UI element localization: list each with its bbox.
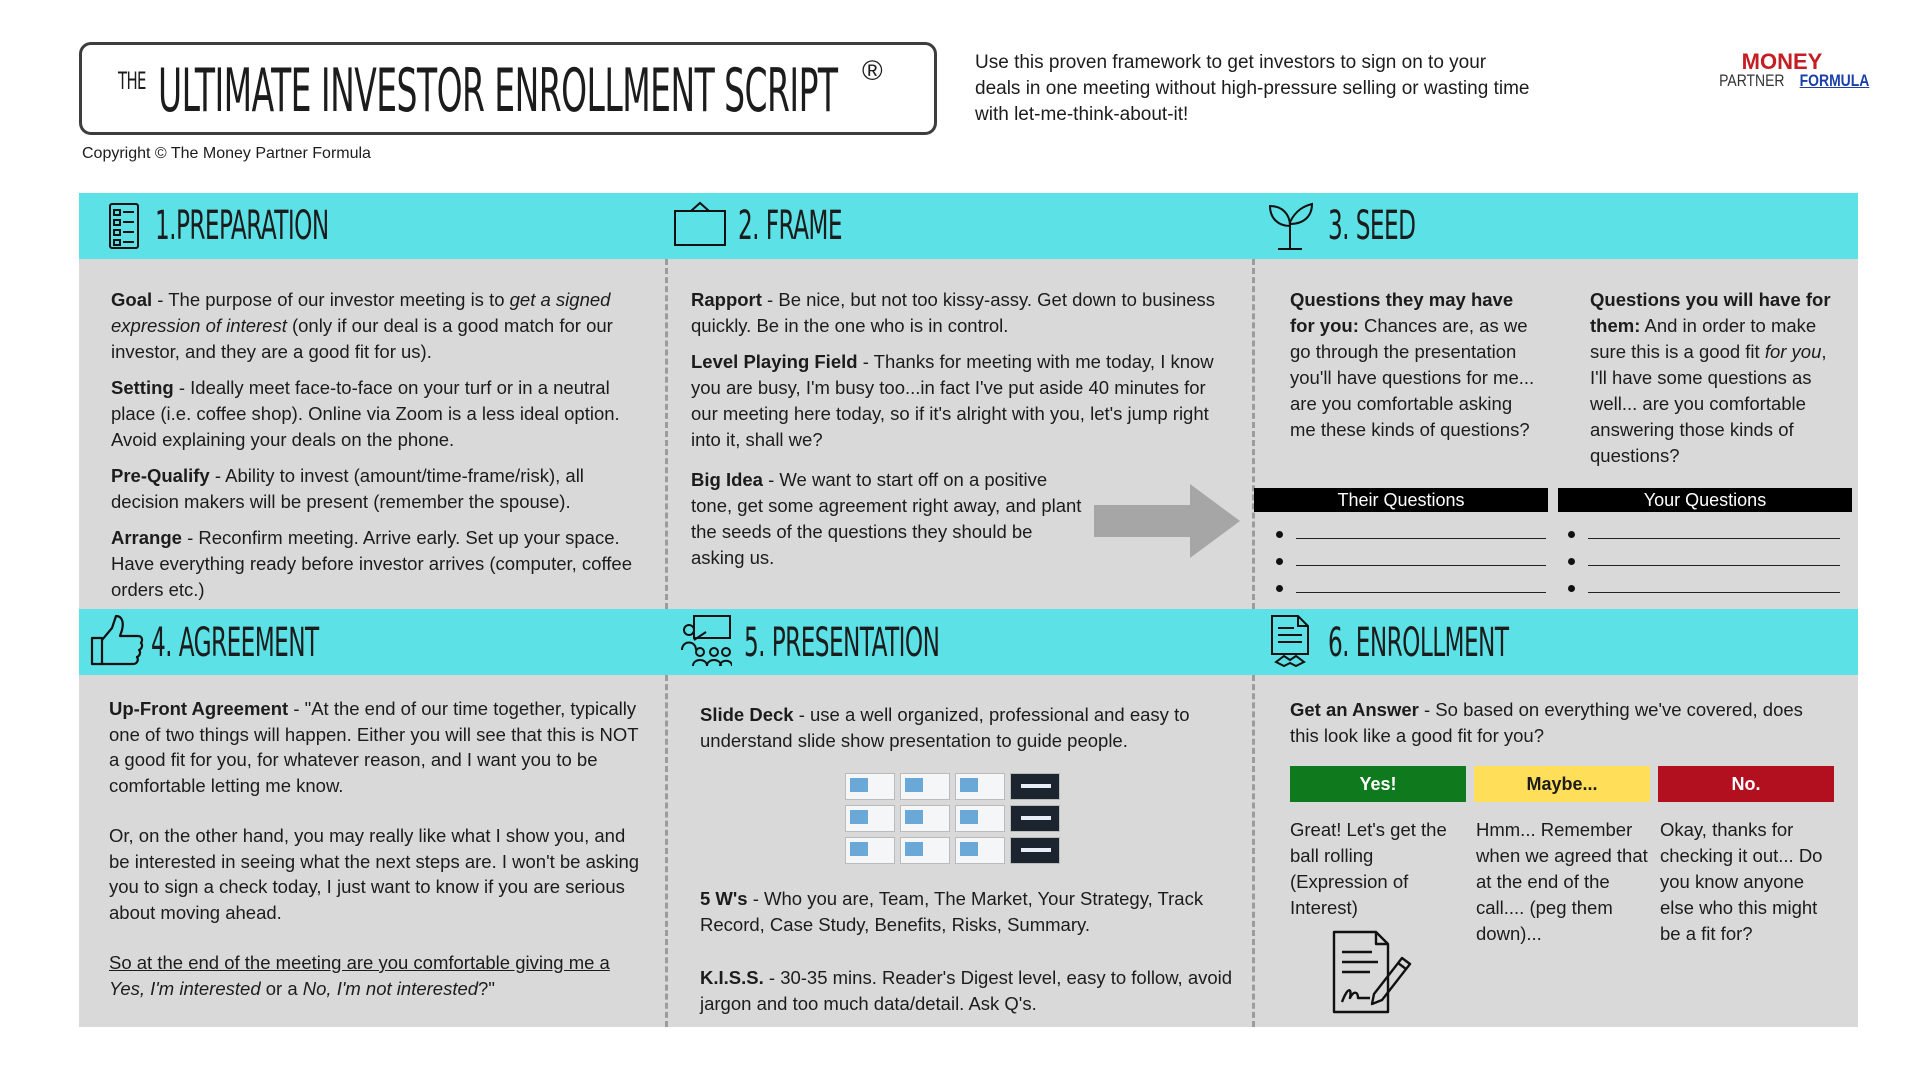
divider [1252, 675, 1255, 1027]
logo [1712, 49, 1870, 90]
slide-thumbnail [955, 805, 1005, 832]
rapport-text: - Be nice, but not too kissy-assy. Get down to business quickly. Be in the one who is in control. [691, 289, 1216, 336]
your-questions-text: And in order to make sure this is a good fit [1590, 315, 1817, 362]
slide-deck-label: Slide Deck [700, 704, 794, 725]
their-questions-text: Chances are, as we go through the presentation you'll have questions for me... are you comfortable asking me these kinds of questions? [1290, 315, 1535, 440]
logo-bottom [1712, 71, 1870, 90]
arrange-text: - Reconfirm meeting. Arrive early. Set up your space. Have everything ready before investor arrives (computer, coffee orders etc.) [111, 527, 632, 600]
question-line[interactable] [1276, 522, 1546, 549]
goal-text: - The purpose of our investor meeting is to [152, 289, 510, 310]
slide-thumbnail [1010, 805, 1060, 832]
section-title-seed: 3. SEED [1328, 203, 1416, 249]
divider [665, 675, 668, 1027]
level-field-label: Level Playing Field [691, 351, 858, 372]
their-questions-list [1276, 522, 1546, 603]
section-title-frame: 2. FRAME [738, 203, 842, 249]
five-ws-label: 5 W's [700, 888, 748, 909]
question-line[interactable] [1568, 549, 1840, 576]
yes-response: Great! Let's get the ball rolling (Expression of Interest) [1290, 819, 1447, 918]
agreement-para2: Or, on the other hand, you may really like what I show you, and be interested in seeing what the next steps are. I won't be asking you to sign a check today, I just want to know if you are serious about moving ahead. [109, 825, 640, 923]
title-the: THE [118, 67, 146, 95]
page-title: ULTIMATE INVESTOR ENROLLMENT SCRIPT [158, 56, 838, 126]
kiss-text: - 30-35 mins. Reader's Digest level, easy to follow, avoid jargon and too much data/detail. Ask Q's. [700, 967, 1233, 1014]
slide-thumbnail [845, 773, 895, 800]
slide-thumbnail [900, 773, 950, 800]
intro-text: Use this proven framework to get investors to sign on to your deals in one meeting without high-pressure selling or wasting time with let-me-think-about-it! [975, 52, 1530, 125]
slide-thumbnail [900, 837, 950, 864]
maybe-response: Hmm... Remember when we agreed that at the end of the call.... (peg them down)... [1476, 819, 1648, 944]
slide-thumbnail [955, 773, 1005, 800]
no-button[interactable]: No. [1658, 766, 1834, 802]
setting-label: Setting [111, 377, 174, 398]
your-questions-list [1568, 522, 1840, 603]
your-questions-bar: Your Questions [1558, 488, 1852, 512]
your-questions-italic: for you [1764, 341, 1822, 362]
yes-button[interactable]: Yes! [1290, 766, 1466, 802]
their-questions-heading: Questions they may have for you: [1290, 289, 1514, 336]
your-questions-text-end: , I'll have some questions as well... are you comfortable answering those kinds of questions? [1590, 341, 1827, 466]
get-answer-text: - So based on everything we've covered, does this look like a good fit for you? [1290, 699, 1803, 746]
registered-mark: ® [862, 55, 883, 86]
agreement-or: or a [260, 977, 303, 999]
slide-thumbnail [900, 805, 950, 832]
get-answer [1290, 697, 1835, 759]
section-title-agreement: 4. AGREEMENT [151, 620, 319, 666]
slide-thumbnail [845, 837, 895, 864]
contract-handshake-icon [1270, 614, 1310, 673]
level-field-text: - Thanks for meeting with me today, I know you are busy, I'm busy too...in fact I've put aside 40 minutes for our meeting here today, so if it's alright with you, let's jump right into it, shall we? [691, 351, 1214, 450]
kiss-label: K.I.S.S. [700, 967, 764, 988]
slide-thumbnail [1010, 773, 1060, 800]
agreement-question: So at the end of the meeting are you comfortable giving me a [109, 952, 610, 973]
seed-col-their [1290, 287, 1540, 443]
no-response: Okay, thanks for checking it out... Do you know anyone else who this might be a fit for? [1660, 819, 1823, 944]
signed-document-icon [1330, 928, 1412, 1021]
maybe-button[interactable]: Maybe... [1474, 766, 1650, 802]
slide-thumbnail [1010, 837, 1060, 864]
logo-top: MONEY [1741, 49, 1823, 74]
divider [1252, 259, 1255, 609]
question-line[interactable] [1568, 522, 1840, 549]
sprout-icon [1266, 200, 1314, 257]
goal-label: Goal [111, 289, 153, 310]
arrange-label: Arrange [111, 527, 182, 548]
frame-icon [673, 201, 727, 252]
five-ws [700, 886, 1235, 948]
thumbs-up-icon [90, 614, 144, 673]
upfront-label: Up-Front Agreement [109, 698, 289, 719]
goal-italic: get a signed expression of interest [111, 289, 611, 336]
get-answer-label: Get an Answer [1290, 699, 1419, 720]
rapport-label: Rapport [691, 289, 762, 310]
slide-thumbnail [845, 805, 895, 832]
their-questions-bar: Their Questions [1254, 488, 1548, 512]
big-idea-text: - We want to start off on a positive tone, get some agreement right away, and plant the seeds of the questions they should be asking us. [691, 469, 1082, 568]
agreement-body [109, 696, 649, 1011]
frame-body [691, 287, 1221, 463]
agreement-yes-phrase: Yes, I'm interested [109, 977, 261, 999]
bottom-header-band [79, 609, 1858, 675]
seed-col-your [1590, 287, 1840, 469]
agreement-end: ?" [478, 977, 495, 999]
prequalify-label: Pre-Qualify [111, 465, 210, 486]
slide-deck-text: - use a well organized, professional and easy to understand slide show presentation to guide people. [700, 704, 1190, 751]
title-box [79, 42, 937, 135]
question-line[interactable] [1276, 549, 1546, 576]
prequalify-text: - Ability to invest (amount/time-frame/risk), all decision makers will be present (remember the spouse). [111, 465, 584, 512]
question-line[interactable] [1568, 576, 1840, 603]
top-header-band [79, 193, 1858, 259]
copyright: Copyright © The Money Partner Formula [82, 145, 371, 162]
kiss [700, 965, 1235, 1027]
slide-deck [700, 702, 1235, 764]
divider [665, 259, 668, 609]
section-title-preparation: 1.PREPARATION [155, 203, 329, 249]
checklist-icon [108, 202, 142, 255]
logo-word-formula: FORMULA [1799, 71, 1870, 90]
slide-thumbnails [845, 773, 1061, 864]
upfront-text: - "At the end of our time together, typically one of two things will happen. Either you will see that this is NOT a good fit for you, for whatever reason, and I want you to be comfortable letting me know. [109, 698, 639, 796]
arrow-right-icon [1094, 484, 1240, 563]
setting-text: - Ideally meet face-to-face on your turf or in a neutral place (i.e. coffee shop). Online via Zoom is a less ideal option. Avoid explaining your deals on the phone. [111, 377, 620, 450]
goal-text-end: (only if our deal is a good match for our investor, and they are a good fit for us). [111, 315, 613, 362]
preparation-body [111, 287, 651, 613]
agreement-no-phrase: No, I'm not interested [302, 977, 479, 999]
big-idea-label: Big Idea [691, 469, 763, 490]
slide-thumbnail [955, 837, 1005, 864]
question-line[interactable] [1276, 576, 1546, 603]
section-title-presentation: 5. PRESENTATION [744, 620, 940, 666]
five-ws-text: - Who you are, Team, The Market, Your Strategy, Track Record, Case Study, Benefits, Risks, Summary. [700, 888, 1204, 935]
big-idea [691, 467, 1091, 581]
logo-word-partner: PARTNER [1719, 71, 1785, 90]
presenter-icon [680, 614, 732, 673]
section-title-enrollment: 6. ENROLLMENT [1328, 620, 1509, 666]
your-questions-heading: Questions you will have for them: [1590, 289, 1831, 336]
